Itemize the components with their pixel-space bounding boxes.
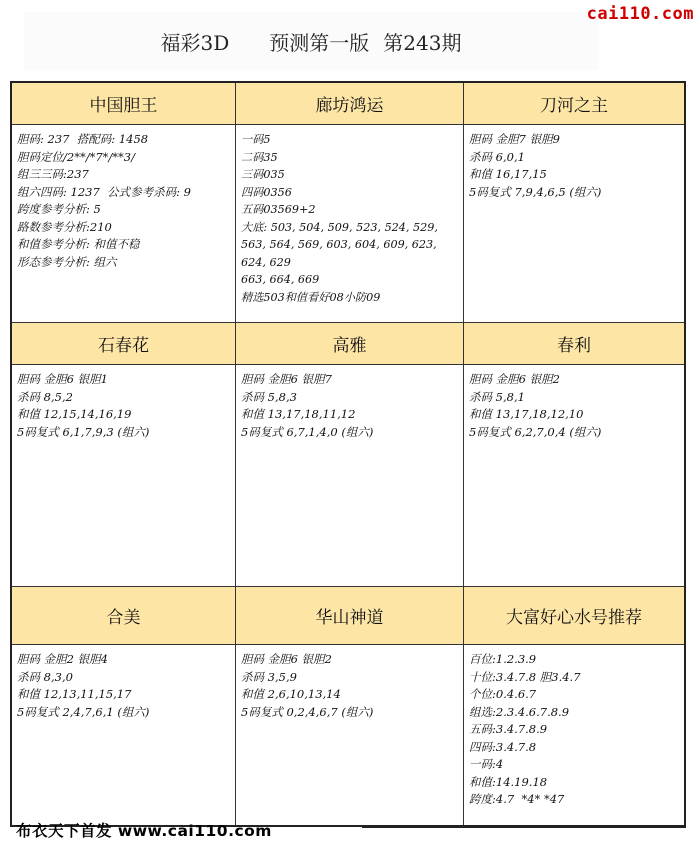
panel-line: 五码:3.4.7.8.9 [469, 722, 548, 736]
panel-title: 合美 [12, 587, 236, 645]
panel-line: 四码0356 [241, 185, 292, 199]
panel-line: 624, 629 [241, 255, 291, 269]
prediction-grid [10, 81, 686, 827]
panel-line: 杀码 8,3,0 [17, 669, 73, 684]
panel-body [236, 125, 464, 323]
panel-title: 华山神道 [236, 587, 464, 645]
panel-line: 5码复式 6,2,7,0,4 (组六) [469, 424, 602, 439]
panel-line: 跨度参考分析: 5 [17, 202, 101, 216]
panel-line: 和值:14.19.18 [469, 774, 548, 789]
panel-title: 大富好心水号推荐 [464, 587, 684, 645]
panel-body [464, 125, 684, 323]
panel-line: 杀码 5,8,3 [241, 389, 297, 404]
panel-line: 5码复式 0,2,4,6,7 (组六) [241, 704, 374, 719]
site-watermark[interactable]: cai110.com [586, 4, 694, 24]
panel-body [12, 365, 236, 587]
panel-title: 高雅 [236, 323, 464, 365]
panel-line: 一码:4 [469, 757, 504, 771]
panel-line: 5码复式 7,9,4,6,5 (组六) [469, 184, 602, 199]
panel-line: 大底: 503, 504, 509, 523, 524, 529, [241, 220, 438, 234]
panel-line: 和值 16,17,15 [469, 167, 547, 181]
panel-line: 一码5 [241, 133, 271, 146]
panel-body [464, 645, 684, 825]
panel-line: 5码复式 2,4,7,6,1 (组六) [17, 704, 150, 719]
panel-title: 廊坊鸿运 [236, 83, 464, 125]
panel-line: 5码复式 6,1,7,9,3 (组六) [17, 424, 150, 439]
panel-line: 5码复式 6,7,1,4,0 (组六) [241, 424, 374, 439]
panel-line: 563, 564, 569, 603, 604, 609, 623, [241, 238, 437, 251]
panel-line: 组选:2.3.4.6.7.8.9 [469, 704, 570, 719]
panel-line: 和值 13,17,18,11,12 [241, 407, 356, 421]
panel-body [464, 365, 684, 587]
panel-line: 胆码 金胆6 银胆1 [17, 372, 108, 386]
footer-divider [362, 826, 686, 828]
panel-line: 百位:1.2.3.9 [469, 652, 537, 666]
panel-line: 胆码 金胆6 银胆2 [241, 652, 332, 666]
panel-body [12, 645, 236, 825]
panel-title: 春利 [464, 323, 684, 365]
panel-body [12, 125, 236, 323]
panel-line: 和值参考分析: 和值不稳 [17, 237, 140, 251]
panel-line: 杀码 5,8,1 [469, 389, 525, 404]
panel-body [236, 365, 464, 587]
panel-line: 组三三码:237 [17, 167, 89, 181]
panel-line: 跨度:4.7 *4* *47 [469, 792, 565, 806]
panel-line: 四码:3.4.7.8 [469, 739, 537, 754]
panel-line: 胆码 金胆6 银胆2 [469, 372, 560, 386]
panel-line: 精选503和值看好08小防09 [241, 290, 381, 304]
panel-body [236, 645, 464, 825]
panel-line: 路数参考分析:210 [17, 219, 112, 234]
panel-line: 和值 12,15,14,16,19 [17, 407, 132, 421]
panel-line: 二码35 [241, 150, 278, 164]
panel-line: 杀码 8,5,2 [17, 389, 73, 404]
panel-line: 形态参考分析: 组六 [17, 254, 117, 269]
panel-line: 三码035 [241, 168, 285, 181]
panel-line: 杀码 3,5,9 [241, 669, 297, 684]
panel-line: 五码03569+2 [241, 203, 316, 216]
panel-line: 胆码: 237 搭配码: 1458 [17, 132, 149, 146]
panel-title: 中国胆王 [12, 83, 236, 125]
panel-line: 和值 12,13,11,15,17 [17, 687, 132, 701]
panel-title: 刀河之主 [464, 83, 684, 125]
page-header [24, 12, 598, 70]
panel-line: 胆码 金胆2 银胆4 [17, 652, 108, 666]
edition-title: 预测第一版 [269, 30, 370, 55]
panel-title: 石春花 [12, 323, 236, 365]
panel-line: 杀码 6,0,1 [469, 149, 525, 164]
panel-line: 十位:3.4.7.8 胆3.4.7 [469, 669, 581, 684]
panel-line: 胆码 金胆6 银胆7 [241, 372, 332, 386]
panel-line: 663, 664, 669 [241, 273, 320, 286]
footer-credit[interactable]: 布衣天下首发 www.cai110.com [16, 822, 272, 840]
panel-line: 个位:0.4.6.7 [469, 687, 537, 701]
panel-line: 和值 13,17,18,12,10 [469, 407, 584, 421]
panel-line: 和值 2,6,10,13,14 [241, 687, 341, 701]
panel-line: 胆码 金胆7 银胆9 [469, 132, 560, 146]
issue-number: 第243期 [383, 30, 462, 55]
panel-line: 胆码定位/2**/*7*/**3/ [17, 149, 135, 164]
panel-line: 组六四码: 1237 公式参考杀码: 9 [17, 184, 191, 199]
lottery-name: 福彩3D [160, 30, 230, 55]
